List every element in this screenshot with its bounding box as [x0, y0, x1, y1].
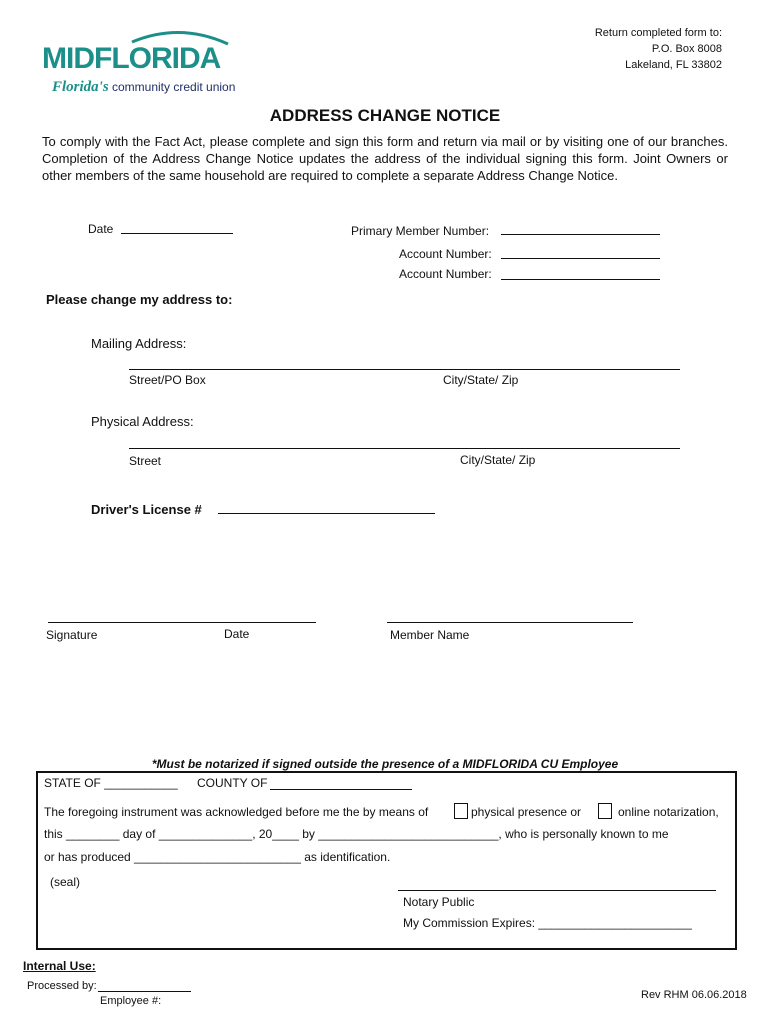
online-notarization-label: online notarization, — [618, 805, 719, 819]
day-of-line: this ________ day of ______________, 20____ by ___________________________, who is personally known to me — [44, 827, 669, 841]
mailing-address-heading: Mailing Address: — [91, 336, 187, 351]
mailing-street-label: Street/PO Box — [129, 373, 206, 387]
notary-public-label: Notary Public — [403, 895, 475, 909]
logo-tagline: community credit union — [112, 80, 236, 94]
return-line-1: Return completed form to: — [594, 27, 722, 39]
physical-city-label: City/State/ Zip — [460, 453, 536, 467]
date-label: Date — [88, 222, 114, 236]
intro-paragraph: To comply with the Fact Act, please complete and sign this form and return via mail or by visiting one of our branches. Completion of the Address Change Notice updates the address of the individual signing this form. Joint Owners or other members of the same household are required to complete a separate Address Change Notice. — [42, 134, 728, 183]
employee-number-label: Employee #: — [100, 995, 162, 1007]
identification-line: or has produced _________________________ as identification. — [44, 850, 391, 864]
acknowledgment-text: The foregoing instrument was acknowledged before me the by means of — [44, 805, 429, 819]
date-input-line[interactable] — [121, 233, 233, 234]
internal-use-heading: Internal Use: — [23, 959, 96, 973]
member-name-label: Member Name — [390, 628, 470, 642]
seal-label: (seal) — [50, 875, 81, 889]
midflorida-logo — [40, 28, 240, 98]
primary-member-label: Primary Member Number: — [351, 224, 490, 238]
form-title: ADDRESS CHANGE NOTICE — [269, 106, 501, 125]
return-line-2: P.O. Box 8008 — [651, 43, 722, 55]
return-line-3: Lakeland, FL 33802 — [625, 59, 722, 71]
county-of-input-line[interactable] — [270, 789, 412, 790]
mailing-city-label: City/State/ Zip — [443, 373, 519, 387]
drivers-license-label: Driver's License # — [91, 502, 202, 517]
physical-street-label: Street — [129, 454, 162, 468]
physical-presence-checkbox[interactable] — [454, 803, 468, 819]
physical-presence-label: physical presence or — [471, 805, 582, 819]
account-number-input-line-2[interactable] — [501, 279, 660, 280]
notarization-notice: *Must be notarized if signed outside the presence of a MIDFLORIDA CU Employee — [151, 757, 619, 771]
mailing-address-input-line[interactable] — [129, 369, 680, 370]
state-of-field: STATE OF ___________ — [44, 776, 178, 790]
commission-expires-field: My Commission Expires: _______________________ — [403, 916, 692, 930]
physical-address-heading: Physical Address: — [91, 414, 194, 429]
logo-wordmark: MIDFLORIDA — [42, 42, 221, 75]
physical-address-input-line[interactable] — [129, 448, 680, 449]
signature-date-label: Date — [224, 627, 250, 641]
processed-by-input-line[interactable] — [98, 991, 191, 992]
drivers-license-input-line[interactable] — [218, 513, 435, 514]
signature-label: Signature — [46, 628, 98, 642]
account-number-input-line-1[interactable] — [501, 258, 660, 259]
county-of-label: COUNTY OF — [197, 776, 268, 790]
primary-member-input-line[interactable] — [501, 234, 660, 235]
revision-label: Rev RHM 06.06.2018 — [641, 989, 747, 1001]
account-number-label-1: Account Number: — [399, 247, 492, 261]
logo-tagline-italic: Florida's — [52, 79, 109, 95]
signature-input-line[interactable] — [48, 622, 316, 623]
change-address-heading: Please change my address to: — [46, 292, 233, 307]
online-notarization-checkbox[interactable] — [598, 803, 612, 819]
notary-signature-line[interactable] — [398, 890, 716, 891]
account-number-label-2: Account Number: — [399, 267, 492, 281]
return-address-block — [595, 25, 722, 73]
processed-by-label: Processed by: — [27, 980, 97, 992]
member-name-input-line[interactable] — [387, 622, 633, 623]
